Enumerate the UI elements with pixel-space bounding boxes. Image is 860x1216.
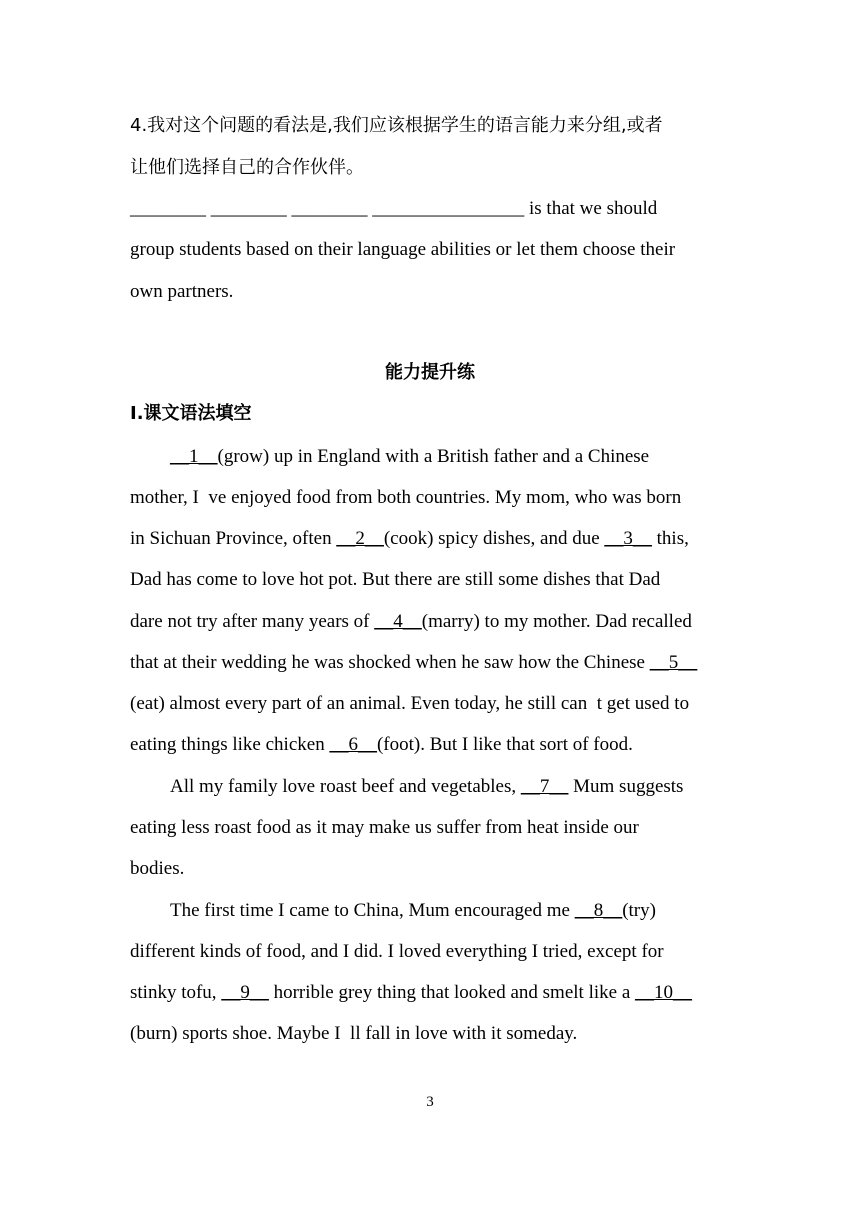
answer-blank[interactable]: ________________	[372, 198, 525, 219]
page-number: 3	[426, 1094, 434, 1110]
answer-blank[interactable]: ________	[130, 198, 206, 219]
passage-line: stinky tofu, __9__ horrible grey thing that looked and smelt like a __10__	[130, 982, 692, 1003]
passage-line: (eat) almost every part of an animal. Even today, he still can t get used to	[130, 693, 690, 714]
translation-line-4: group students based on their language abilities or let them choose their	[130, 239, 676, 260]
passage-line: in Sichuan Province, often __2__(cook) spicy dishes, and due __3__ this,	[130, 528, 689, 549]
blank-1[interactable]: __1__	[170, 446, 218, 467]
passage-line: __1__(grow) up in England with a British father and a Chinese	[170, 446, 650, 467]
blank-8[interactable]: __8__	[574, 900, 623, 921]
blank-4[interactable]: __4__	[374, 611, 422, 632]
passage-line: mother, I ve enjoyed food from both countries. My mom, who was born	[130, 487, 682, 508]
passage-line: (burn) sports shoe. Maybe I ll fall in love with it someday.	[130, 1023, 578, 1044]
translation-line-5: own partners.	[130, 281, 234, 302]
blank-10[interactable]: __10__	[635, 982, 692, 1003]
blank-5[interactable]: __5__	[649, 652, 698, 673]
part-heading: Ⅰ.课文语法填空	[130, 403, 252, 424]
translation-line-3: ________ ________ ________ ________________ is that we should	[130, 198, 658, 219]
blank-6[interactable]: __6__	[329, 734, 377, 755]
section-title: 能力提升练	[385, 362, 475, 383]
passage-line: eating things like chicken __6__(foot). But I like that sort of food.	[130, 734, 633, 755]
passage-line: All my family love roast beef and vegetables, __7__ Mum suggests	[170, 776, 684, 797]
blank-3[interactable]: __3__	[604, 528, 652, 549]
passage-line: different kinds of food, and I did. I loved everything I tried, except for	[130, 941, 664, 962]
passage-line: that at their wedding he was shocked when he saw how the Chinese __5__	[130, 652, 698, 673]
answer-blank[interactable]: ________	[291, 198, 368, 219]
passage-line: dare not try after many years of __4__(marry) to my mother. Dad recalled	[130, 611, 692, 632]
answer-blank[interactable]: ________	[210, 198, 287, 219]
passage-line: Dad has come to love hot pot. But there are still some dishes that Dad	[130, 569, 661, 590]
passage-line: The first time I came to China, Mum encouraged me __8__(try)	[170, 900, 656, 921]
passage-line: eating less roast food as it may make us suffer from heat inside our	[130, 817, 639, 838]
blank-7[interactable]: __7__	[520, 776, 569, 797]
blank-9[interactable]: __9__	[221, 982, 269, 1003]
blank-2[interactable]: __2__	[336, 528, 384, 549]
translation-line-1: 4.我对这个问题的看法是,我们应该根据学生的语言能力来分组,或者	[130, 115, 663, 136]
passage-line: bodies.	[130, 858, 185, 879]
translation-line-2: 让他们选择自己的合作伙伴。	[130, 157, 364, 178]
